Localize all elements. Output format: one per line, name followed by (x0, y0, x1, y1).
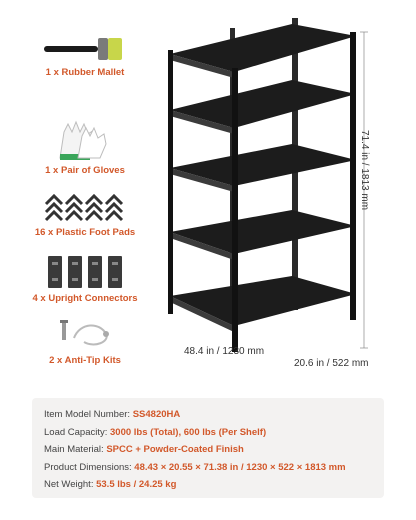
gloves-icon (50, 118, 120, 162)
anti-tip-kit-icon (50, 318, 120, 352)
spec-panel (32, 398, 384, 498)
accessory-label-anti-tip: 2 x Anti-Tip Kits (49, 355, 121, 366)
spec-row-dimensions: Product Dimensions: 48.43 × 20.55 × 71.38 in / 1230 × 522 × 1813 mm (44, 461, 346, 473)
accessory-foot-pads (0, 192, 170, 238)
spec-row-material: Main Material: SPCC + Powder-Coated Finish (44, 444, 244, 455)
accessory-label-gloves: 1 x Pair of Gloves (45, 165, 125, 176)
accessory-label-foot-pads: 16 x Plastic Foot Pads (34, 227, 136, 238)
accessory-label-connectors: 4 x Upright Connectors (32, 293, 138, 304)
width-dimension-label: 48.4 in / 1230 mm (184, 346, 265, 357)
depth-dimension-label: 20.6 in / 522 mm (294, 358, 369, 369)
foot-pads-icon (40, 192, 130, 224)
height-dimension-label: 71.4 in / 1813 mm (359, 130, 370, 211)
spec-row-model: Item Model Number: SS4820HA (44, 409, 181, 420)
spec-row-load-capacity: Load Capacity: 3000 lbs (Total), 600 lbs (Per Shelf) (44, 426, 267, 438)
accessory-label-mallet: 1 x Rubber Mallet (45, 67, 125, 78)
upright-connectors-icon (40, 254, 130, 290)
accessory-gloves (0, 118, 170, 176)
spec-row-net-weight: Net Weight: 53.5 lbs / 24.25 kg (44, 479, 177, 490)
accessory-anti-tip-kits (0, 318, 170, 366)
accessory-upright-connectors (0, 254, 170, 304)
rubber-mallet-icon (40, 34, 130, 64)
accessory-rubber-mallet (0, 34, 170, 78)
